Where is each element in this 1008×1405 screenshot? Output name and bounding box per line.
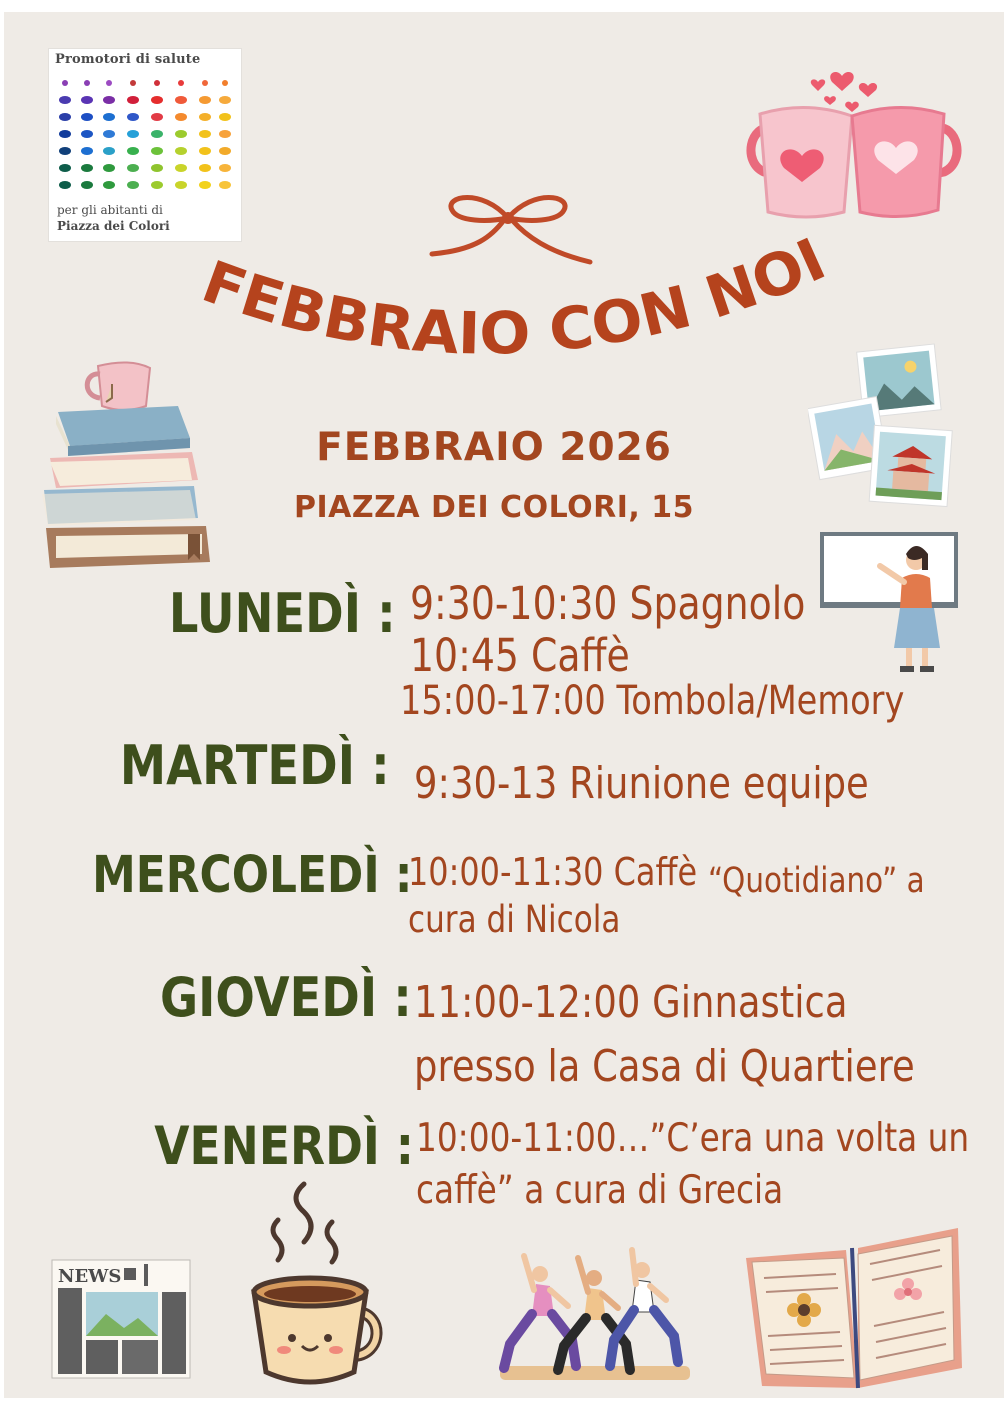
title-arc [174, 212, 854, 382]
logo-dot [219, 147, 231, 155]
logo-dot [103, 147, 115, 155]
logo-dot [219, 130, 231, 138]
thursday-activity-2: presso la Casa di Quartiere [414, 1041, 915, 1092]
logo-dot [106, 80, 112, 86]
logo-bottom-text-1: per gli abitanti di [57, 203, 163, 217]
open-book-icon [740, 1218, 968, 1394]
news-label: NEWS [58, 1266, 122, 1287]
logo-dot [81, 96, 93, 104]
logo-dot [59, 181, 71, 189]
logo-dot [127, 164, 139, 172]
logo-dot [154, 80, 160, 86]
page-title: FEBBRAIO CON NOI [193, 225, 835, 368]
logo-dot [175, 96, 187, 104]
logo-bottom-text-2: Piazza dei Colori [57, 219, 170, 233]
logo-top-text: Promotori di salute [55, 52, 201, 67]
day-wednesday: MERCOLEDÌ : [91, 846, 412, 905]
logo-dot [130, 80, 136, 86]
logo-dot [127, 181, 139, 189]
logo-dot [151, 113, 163, 121]
logo-dot [103, 130, 115, 138]
books-tea-icon [28, 350, 224, 568]
logo-dot [202, 80, 208, 86]
day-tuesday: MARTEDÌ : [120, 734, 390, 797]
monday-activity-3: 15:00-17:00 Tombola/Memory [400, 678, 905, 724]
logo-dot [81, 147, 93, 155]
logo-dot [151, 130, 163, 138]
logo-dot [103, 181, 115, 189]
logo-dot [199, 147, 211, 155]
logo-dot [175, 164, 187, 172]
day-thursday: GIOVEDÌ : [160, 966, 412, 1029]
thursday-activity-1: 11:00-12:00 Ginnastica [414, 977, 848, 1028]
logo-dot [103, 113, 115, 121]
logo-dot [103, 96, 115, 104]
logo-dot [81, 181, 93, 189]
logo-dot [151, 164, 163, 172]
logo-dot [175, 113, 187, 121]
logo-dot [127, 113, 139, 121]
logo-dot [219, 181, 231, 189]
logo-dot [219, 164, 231, 172]
event-address: PIAZZA DEI COLORI, 15 [294, 490, 694, 525]
logo-dot [59, 130, 71, 138]
exercise-people-icon [496, 1234, 692, 1386]
logo-dot [127, 96, 139, 104]
friday-activity-2: caffè” a cura di Grecia [416, 1168, 784, 1213]
monday-activity-2: 10:45 Caffè [410, 629, 630, 682]
heart-mugs-icon [740, 46, 966, 222]
logo-dot [178, 80, 184, 86]
photos-icon [808, 342, 954, 508]
logo-dot [222, 80, 228, 86]
wednesday-activity-3: cura di Nicola [408, 898, 621, 941]
logo-dot [151, 181, 163, 189]
logo-dot [219, 113, 231, 121]
logo-dot [59, 96, 71, 104]
logo-dot [59, 113, 71, 121]
logo-dot [175, 130, 187, 138]
wednesday-activity-2: “Quotidiano” a [708, 861, 925, 901]
coffee-cup-icon [244, 1174, 384, 1398]
logo-dot [127, 130, 139, 138]
logo-dot [62, 80, 68, 86]
logo-dot [81, 113, 93, 121]
logo-dot [151, 96, 163, 104]
logo-dot [84, 80, 90, 86]
event-date: FEBBRAIO 2026 [316, 425, 672, 470]
monday-activity-1: 9:30-10:30 Spagnolo [410, 577, 806, 630]
tuesday-activity-1: 9:30-13 Riunione equipe [414, 758, 869, 809]
poster [4, 12, 1004, 1398]
day-friday: VENERDÌ : [154, 1116, 414, 1177]
logo-dot [219, 96, 231, 104]
logo-dot [127, 147, 139, 155]
logo-dot [199, 181, 211, 189]
logo-dot [175, 147, 187, 155]
logo-dot [81, 164, 93, 172]
logo-dot [199, 130, 211, 138]
logo-dot [59, 164, 71, 172]
logo-dot [199, 164, 211, 172]
friday-activity-1: 10:00-11:00…”C’era una volta un [416, 1116, 970, 1161]
wednesday-activity-1: 10:00-11:30 Caffè [408, 850, 698, 894]
newspaper-icon [50, 1258, 194, 1380]
logo-dot [103, 164, 115, 172]
colored-dots-icon [53, 71, 237, 201]
logo-dot [59, 147, 71, 155]
teacher-board-icon [820, 532, 962, 674]
logo-dot [175, 181, 187, 189]
day-monday: LUNEDÌ : [169, 582, 396, 645]
logo-dot [199, 96, 211, 104]
logo-dot [199, 113, 211, 121]
logo-dot [81, 130, 93, 138]
logo-dot [151, 147, 163, 155]
